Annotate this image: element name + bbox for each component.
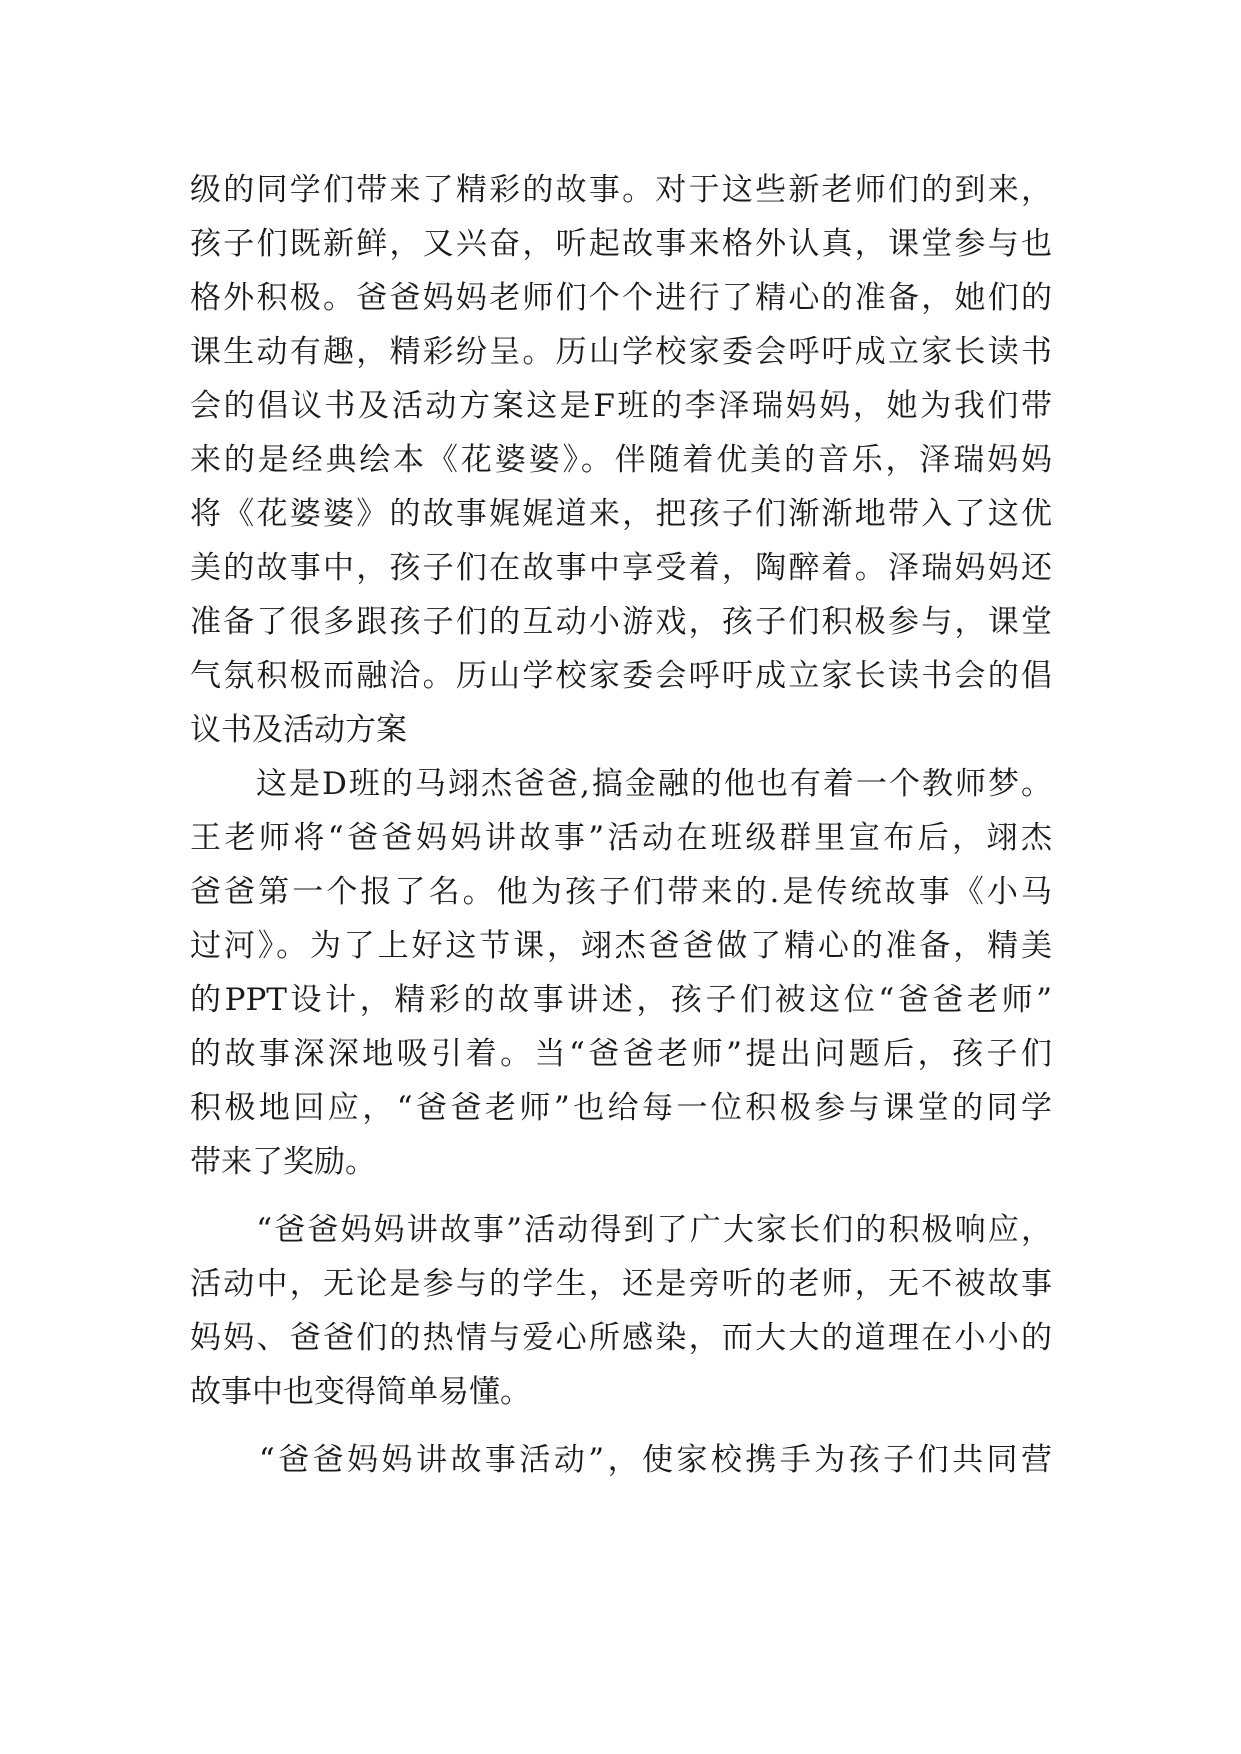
- text-line: 爸爸第一个报了名。他为孩子们带来的.是传统故事《小马: [190, 874, 1052, 910]
- text-line: 议书及活动方案: [190, 712, 407, 748]
- text-line: 美的故事中，孩子们在故事中享受着，陶醉着。泽瑞妈妈还: [190, 550, 1052, 586]
- text-line: 的PPT设计，精彩的故事讲述，孩子们被这位“爸爸老师”: [190, 982, 1052, 1018]
- text-line: “爸爸妈妈讲故事活动”，使家校携手为孩子们共同营: [190, 1442, 1052, 1478]
- text-line: 气氛积极而融洽。历山学校家委会呼吁成立家长读书会的倡: [190, 658, 1052, 694]
- text-line: 级的同学们带来了精彩的故事。对于这些新老师们的到来，: [190, 172, 1052, 208]
- text-line: 故事中也变得简单易懂。: [190, 1374, 531, 1410]
- text-line: 来的是经典绘本《花婆婆》。伴随着优美的音乐，泽瑞妈妈: [190, 442, 1052, 478]
- text-line: 会的倡议书及活动方案这是F班的李泽瑞妈妈，她为我们带: [190, 388, 1052, 424]
- text-line: 孩子们既新鲜，又兴奋，听起故事来格外认真，课堂参与也: [190, 226, 1052, 262]
- text-line: 王老师将“爸爸妈妈讲故事”活动在班级群里宣布后，翊杰: [190, 820, 1052, 856]
- text-line: 将《花婆婆》的故事娓娓道来，把孩子们渐渐地带入了这优: [190, 496, 1052, 532]
- text-line: 带来了奖励。: [190, 1144, 376, 1180]
- text-line: 过河》。为了上好这节课，翊杰爸爸做了精心的准备，精美: [190, 928, 1052, 964]
- text-line: 妈妈、爸爸们的热情与爱心所感染，而大大的道理在小小的: [190, 1320, 1052, 1356]
- text-line: 格外积极。爸爸妈妈老师们个个进行了精心的准备，她们的: [190, 280, 1052, 316]
- text-line: 活动中，无论是参与的学生，还是旁听的老师，无不被故事: [190, 1266, 1052, 1302]
- text-line: 课生动有趣，精彩纷呈。历山学校家委会呼吁成立家长读书: [190, 334, 1052, 370]
- text-line: “爸爸妈妈讲故事”活动得到了广大家长们的积极响应，: [190, 1212, 1052, 1248]
- text-line: 积极地回应，“爸爸老师”也给每一位积极参与课堂的同学: [190, 1090, 1052, 1126]
- body-text: [190, 163, 1052, 1487]
- text-line: 的故事深深地吸引着。当“爸爸老师”提出问题后，孩子们: [190, 1036, 1052, 1072]
- text-line: 准备了很多跟孩子们的互动小游戏，孩子们积极参与，课堂: [190, 604, 1052, 640]
- text-line: 这是D班的马翊杰爸爸,搞金融的他也有着一个教师梦。: [190, 766, 1052, 802]
